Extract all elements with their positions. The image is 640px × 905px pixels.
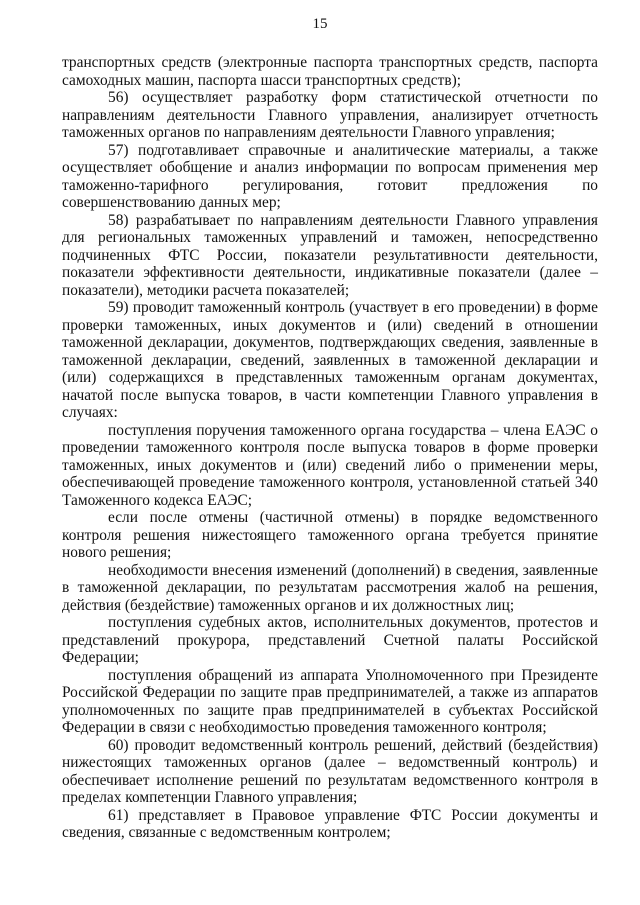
paragraph: если после отмены (частичной отмены) в порядке ведомственного контроля решения нижестоящего таможенного органа требуется принятие нового решения; — [62, 509, 598, 561]
paragraph: 61) представляет в Правовое управление ФТС России документы и сведения, связанные с ведомственным контролем; — [62, 806, 598, 841]
paragraph: 60) проводит ведомственный контроль решений, действий (бездействия) нижестоящих таможенных органов (далее – ведомственный контроль) и обеспечивает исполнение решений по результатам ведомственного контроля в пределах компетенции Главного управления; — [62, 736, 598, 806]
paragraph: необходимости внесения изменений (дополнений) в сведения, заявленные в таможенной декларации, по результатам рассмотрения жалоб на решения, действия (бездействие) таможенных органов и их должностных лиц; — [62, 561, 598, 614]
page-number: 15 — [312, 16, 328, 32]
paragraph: 57) подготавливает справочные и аналитические материалы, а также осуществляет обобщение и анализ информации по вопросам применения мер таможенно-тарифного регулирования, готовит предложения по совершенствованию данных мер; — [62, 141, 598, 211]
paragraph: 59) проводит таможенный контроль (участвует в его проведении) в форме проверки таможенных, иных документов и (или) сведений в отношении таможенной декларации, документов, подтверждающих сведения, заявленные в таможенной декларации, сведений, заявленных в таможенной декларации и (или) содержащихся в представленных таможенным органам документах, начатой после выпуска товаров, в части компетенции Главного управления в случаях: — [62, 299, 598, 421]
paragraph: транспортных средств (электронные паспорта транспортных средств, паспорта самоходных машин, паспорта шасси транспортных средств); — [62, 54, 598, 89]
paragraph: поступления поручения таможенного органа государства – члена ЕАЭС о проведении таможенного контроля после выпуска товаров в форме проверки таможенных, иных документов и (или) сведений либо о применении меры, обеспечивающей проведение таможенного контроля, установленной статьей 340 Таможенного кодекса ЕАЭС; — [62, 421, 598, 509]
paragraph: поступления судебных актов, исполнительных документов, протестов и представлений прокурора, представлений Счетной палаты Российской Федерации; — [62, 614, 598, 666]
paragraph: 56) осуществляет разработку форм статистической отчетности по направлениям деятельности Главного управления, анализирует отчетность таможенных органов по направлениям деятельности Главного управления; — [62, 89, 598, 141]
paragraph: поступления обращений из аппарата Уполномоченного при Президенте Российской Федерации по защите прав предпринимателей, а также из аппаратов уполномоченных по защите прав предпринимателей в субъектах Российской Федерации в связи с необходимостью проведения таможенного контроля; — [62, 666, 598, 736]
paragraph: 58) разрабатывает по направлениям деятельности Главного управления для региональных таможенных управлений и таможен, непосредственно подчиненных ФТС России, показатели результативности деятельности, показатели эффективности деятельности, индикативные показатели (далее – показатели), методики расчета показателей; — [62, 211, 598, 299]
document-body — [62, 54, 598, 842]
